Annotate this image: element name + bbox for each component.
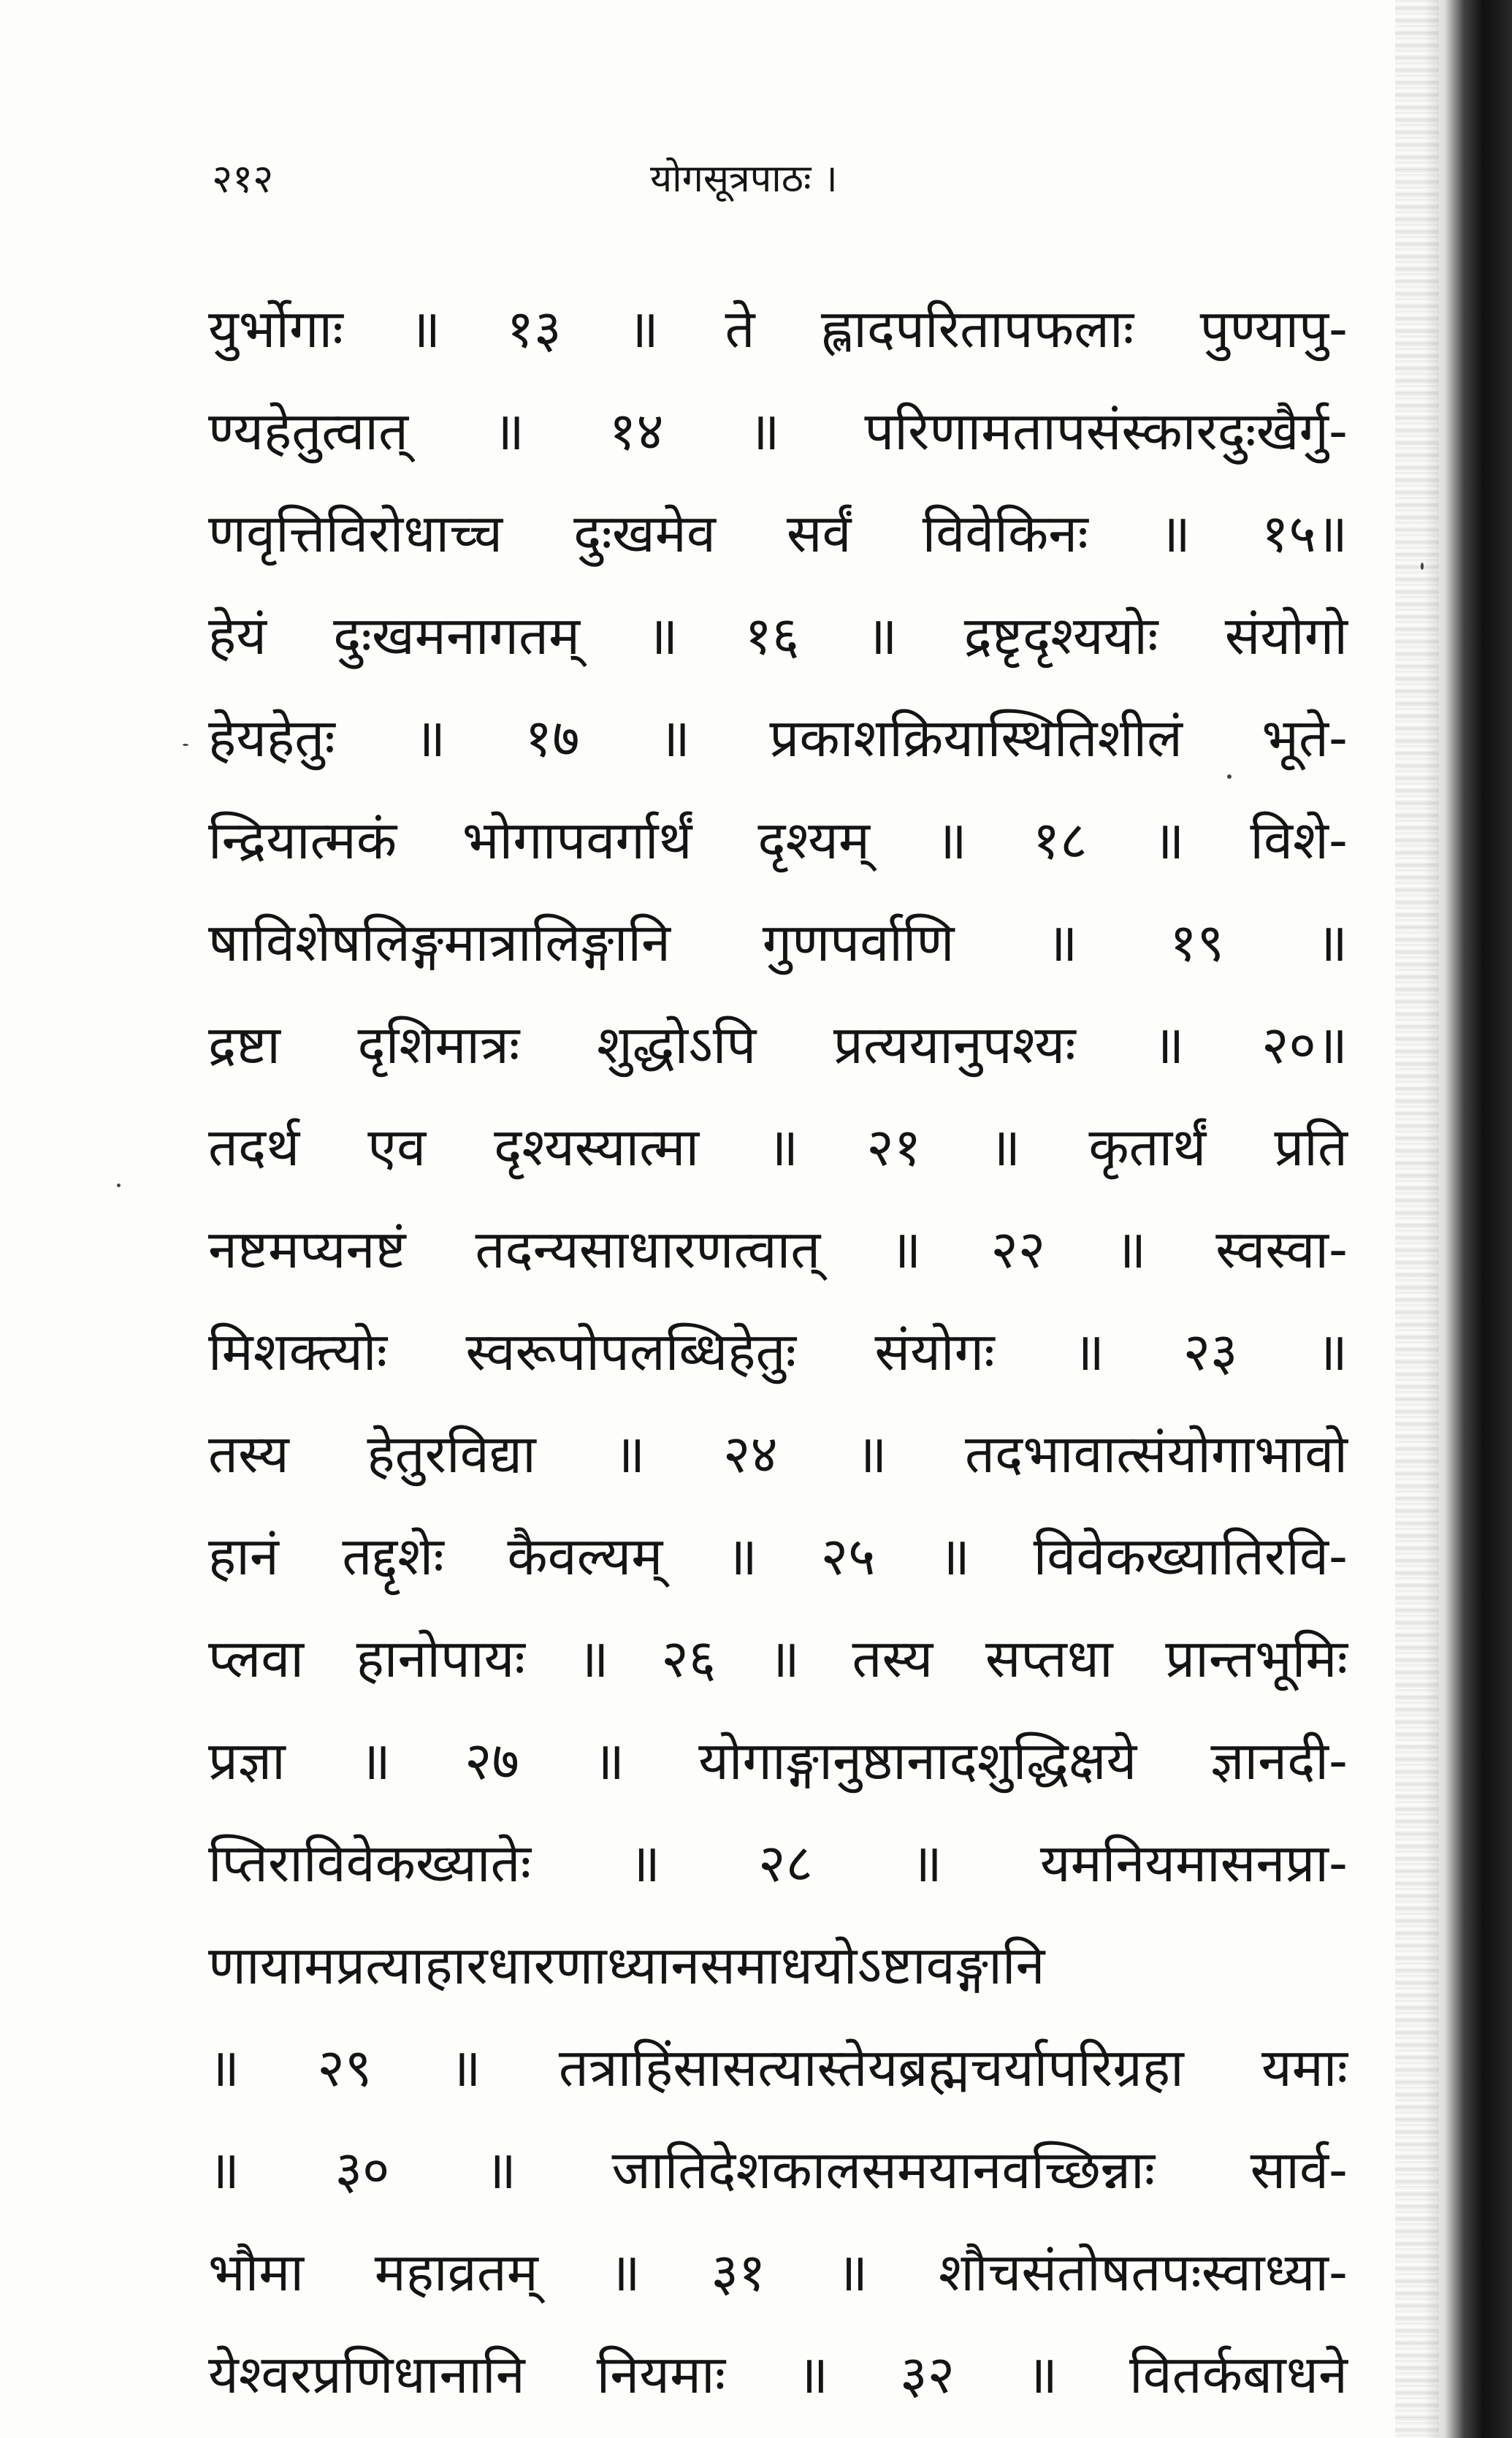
text-line: द्रष्टा दृशिमात्रः शुद्धोऽपि प्रत्ययानुपश्यः ॥ २०॥ xyxy=(208,1014,1348,1075)
text-line: ॥ २९ ॥ तत्राहिंसासत्यास्तेयब्रह्मचर्यापरिग्रहा यमाः xyxy=(208,2037,1348,2098)
text-line: नष्टमप्यनष्टं तदन्यसाधारणत्वात् ॥ २२ ॥ स्वस्वा- xyxy=(208,1219,1348,1280)
text-line: प्लवा हानोपायः ॥ २६ ॥ तस्य सप्तधा प्रान्तभूमिः xyxy=(208,1628,1348,1689)
text-line: ॥ ३० ॥ जातिदेशकालसमयानवच्छिन्नाः सार्व- xyxy=(208,2139,1348,2201)
text-line: हेयहेतुः ॥ १७ ॥ प्रकाशक्रियास्थितिशीलं भूते- xyxy=(208,707,1348,769)
text-line: हेयं दुःखमनागतम् ॥ १६ ॥ द्रष्टृदृश्ययोः संयोगो xyxy=(208,605,1348,666)
binding-edge xyxy=(1424,0,1512,2438)
body-text xyxy=(208,278,1348,2426)
text-line: येश्वरप्रणिधानानि नियमाः ॥ ३२ ॥ वितर्कबाधने xyxy=(208,2344,1348,2405)
text-line: णायामप्रत्याहारधारणाध्यानसमाधयोऽष्टावङ्गानि xyxy=(208,1935,1045,1996)
text-line: न्द्रियात्मकं भोगापवर्गार्थं दृश्यम् ॥ १८ ॥ विशे- xyxy=(208,810,1348,871)
text-line: हानं तद्दृशेः कैवल्यम् ॥ २५ ॥ विवेकख्यातिरवि- xyxy=(208,1525,1348,1587)
text-line: युर्भोगाः ॥ १३ ॥ ते ह्लादपरितापफलाः पुण्यापु- xyxy=(208,298,1348,359)
text-line: षाविशेषलिङ्गमात्रालिङ्गानि गुणपर्वाणि ॥ १९ ॥ xyxy=(208,912,1348,973)
scan-speck xyxy=(1227,774,1232,779)
text-line: ण्यहेतुत्वात् ॥ १४ ॥ परिणामतापसंस्कारदुःखैर्गु- xyxy=(208,400,1348,462)
text-line: तस्य हेतुरविद्या ॥ २४ ॥ तदभावात्संयोगाभावो xyxy=(208,1423,1348,1485)
text-line: प्रज्ञा ॥ २७ ॥ योगाङ्गानुष्ठानादशुद्धिक्षये ज्ञानदी- xyxy=(208,1730,1348,1791)
text-line: भौमा महाव्रतम् ॥ ३१ ॥ शौचसंतोषतपःस्वाध्या- xyxy=(208,2241,1348,2303)
running-title: योगसूत्रपाठः । xyxy=(650,157,838,201)
text-line: णवृत्तिविरोधाच्च दुःखमेव सर्वं विवेकिनः ॥ १५॥ xyxy=(208,503,1348,564)
text-line: मिशक्त्योः स्वरूपोपलब्धिहेतुः संयोगः ॥ २३ ॥ xyxy=(208,1321,1348,1382)
scan-speck xyxy=(117,1184,121,1187)
page-number: २१२ xyxy=(212,156,274,202)
text-line: तदर्थ एव दृश्यस्यात्मा ॥ २१ ॥ कृतार्थं प्रति xyxy=(208,1116,1348,1178)
scan-speck xyxy=(183,744,188,746)
text-line: प्तिराविवेकख्यातेः ॥ २८ ॥ यमनियमासनप्रा- xyxy=(208,1832,1348,1894)
page-header xyxy=(212,150,1344,208)
